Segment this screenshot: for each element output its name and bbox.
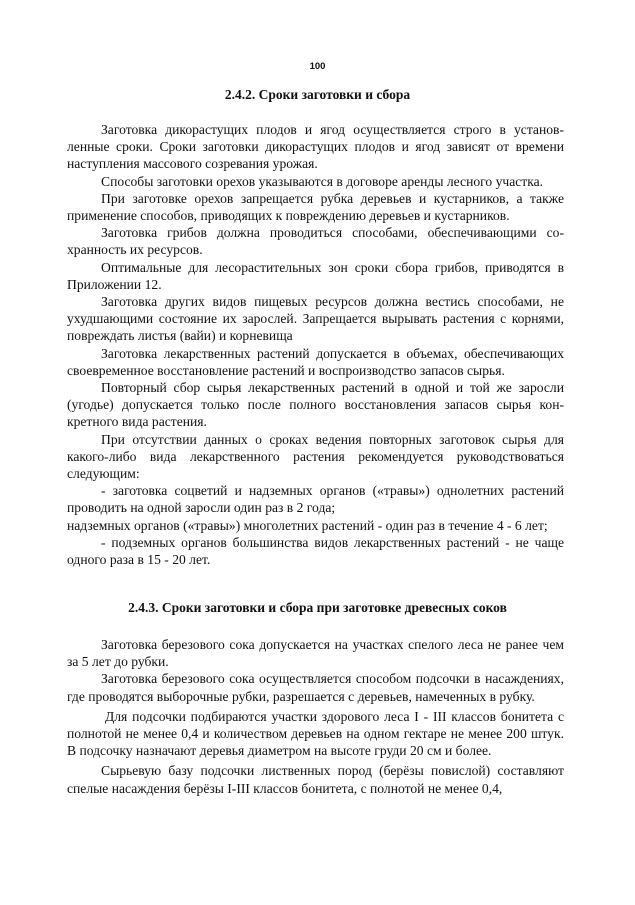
section-body-2-4-3 [67,636,564,797]
paragraph: Сырьевую базу подсочки лиственных пород (берёзы повислой) составляют спелые насаждения берёзы I-III классов бонитета, с полнотой не менее 0,4, [67,763,564,796]
section-heading-2-4-2: 2.4.2. Сроки заготовки и сбора [224,87,411,102]
page-number: 100 [309,61,326,72]
paragraph: Способы заготовки орехов указываются в договоре аренды лесного участка. [101,173,544,189]
paragraph: При заготовке орехов запрещается рубка деревьев и кустарников, а также применение способов, приводящих к повреждению деревьев и кустарников. [67,190,564,224]
paragraph: Повторный сбор сырья лекарственных растений в одной и той же заросли (угодье) допускается только после полного восстановления запасов сырья конкретного вида растения. [67,380,564,430]
list-item: - заготовка соцветий и надземных органов («травы») однолетних растений проводить на одной заросли один раз в 2 года; [67,483,564,516]
paragraph: Заготовка грибов должна проводиться способами, обеспечивающими сохранность их ресурсов. [67,225,564,258]
section-body-2-4-2 [67,121,564,568]
section-heading-2-4-3: 2.4.3. Сроки заготовки и сбора при заготовке древесных соков [128,600,507,615]
paragraph: При отсутствии данных о сроках ведения повторных заготовок сырья для какого-либо вида лекарственного растения рекомендуется руководствоваться следующим: [67,431,564,482]
paragraph: Заготовка лекарственных растений допускается в объемах, обеспечивающих своевременное восстановление растений и воспроизводство запасов сырья. [67,345,564,378]
paragraph: Заготовка дикорастущих плодов и ягод осуществляется строго в установленные сроки. Сроки заготовки дикорастущих плодов и ягод зависят от времени наступления массового созревания урожая. [67,122,564,172]
paragraph: Заготовка других видов пищевых ресурсов должна вестись способами, не ухудшающими состояние их зарослей. Запрещается вырывать растения с корнями, повреждать листья (вайи) и корневища [67,294,564,344]
paragraph: Для подсочки подбираются участки здорового леса I - III классов бонитета с полнотой не менее 0,4 и количеством деревьев на одном гектаре не менее 200 штук. В подсочку назначают деревья диаметром на высоте груди 20 см и более. [67,708,564,759]
list-item: надземных органов («травы») многолетних растений - один раз в течение 4 - 6 лет; [67,517,548,533]
paragraph: Оптимальные для лесорастительных зон сроки сбора грибов, приводятся в Приложении 12. [67,259,564,292]
paragraph: Заготовка березового сока допускается на участках спелого леса не ранее чем за 5 лет до рубки. [67,637,564,670]
list-item: - подземных органов большинства видов лекарственных растений - не чаще одного раза в 15 - 20 лет. [67,534,564,568]
paragraph: Заготовка березового сока осуществляется способом подсочки в насаждениях, где проводятся выборочные рубки, разрешается с деревьев, намеченных в рубку. [67,671,564,704]
